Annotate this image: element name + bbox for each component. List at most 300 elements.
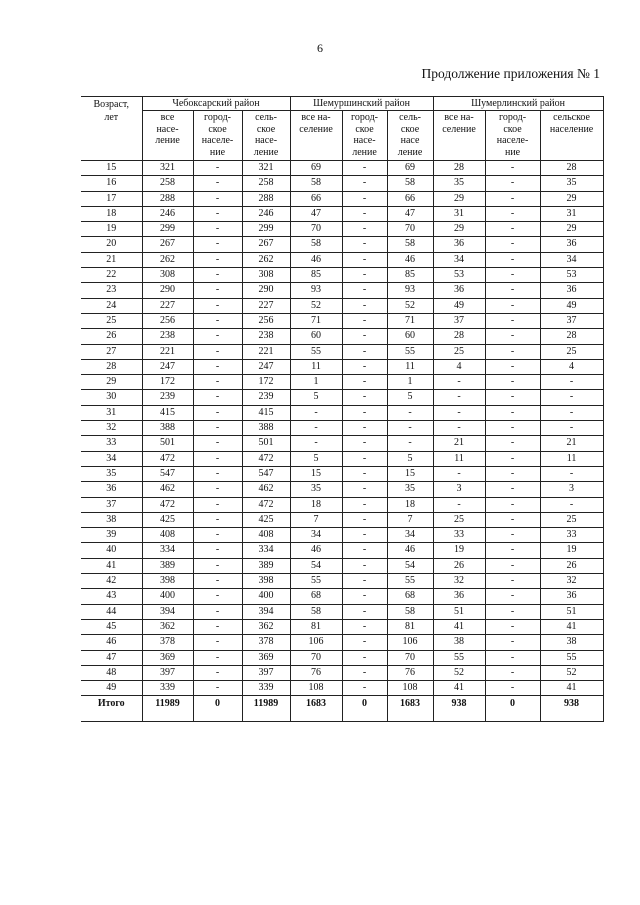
value-cell: 378 bbox=[242, 635, 290, 650]
value-cell: - bbox=[193, 421, 242, 436]
value-cell: 227 bbox=[142, 298, 193, 313]
table-row bbox=[81, 329, 603, 344]
age-cell: 29 bbox=[81, 375, 142, 390]
table-row bbox=[81, 237, 603, 252]
value-cell: - bbox=[485, 497, 540, 512]
value-cell: 239 bbox=[142, 390, 193, 405]
value-cell: 60 bbox=[387, 329, 433, 344]
age-cell: 18 bbox=[81, 206, 142, 221]
value-cell: 29 bbox=[540, 191, 603, 206]
value-cell: - bbox=[342, 237, 387, 252]
value-cell: 1 bbox=[290, 375, 342, 390]
value-cell: - bbox=[290, 436, 342, 451]
table-row bbox=[81, 482, 603, 497]
value-cell: 369 bbox=[142, 650, 193, 665]
value-cell: 36 bbox=[540, 283, 603, 298]
value-cell: 339 bbox=[242, 681, 290, 696]
value-cell: - bbox=[485, 313, 540, 328]
total-value: 11989 bbox=[242, 696, 290, 722]
value-cell: 397 bbox=[142, 665, 193, 680]
value-cell: - bbox=[485, 344, 540, 359]
value-cell: - bbox=[433, 405, 485, 420]
value-cell: - bbox=[387, 436, 433, 451]
value-cell: 408 bbox=[242, 528, 290, 543]
subheader-cell: город- ское населе- ние bbox=[193, 111, 242, 161]
value-cell: 55 bbox=[290, 344, 342, 359]
value-cell: - bbox=[342, 528, 387, 543]
age-cell: 38 bbox=[81, 512, 142, 527]
value-cell: 11 bbox=[433, 451, 485, 466]
value-cell: 66 bbox=[387, 191, 433, 206]
value-cell: - bbox=[342, 222, 387, 237]
value-cell: - bbox=[193, 206, 242, 221]
value-cell: 415 bbox=[242, 405, 290, 420]
value-cell: 47 bbox=[290, 206, 342, 221]
value-cell: - bbox=[485, 222, 540, 237]
value-cell: - bbox=[342, 375, 387, 390]
value-cell: - bbox=[342, 466, 387, 481]
district-header-shumerlya: Шумерлинский район bbox=[433, 97, 603, 111]
value-cell: - bbox=[193, 268, 242, 283]
age-cell: 37 bbox=[81, 497, 142, 512]
value-cell: 51 bbox=[433, 604, 485, 619]
value-cell: 19 bbox=[540, 543, 603, 558]
value-cell: 425 bbox=[242, 512, 290, 527]
value-cell: - bbox=[193, 344, 242, 359]
value-cell: 221 bbox=[242, 344, 290, 359]
table-row bbox=[81, 589, 603, 604]
value-cell: - bbox=[433, 466, 485, 481]
value-cell: 70 bbox=[290, 222, 342, 237]
value-cell: 239 bbox=[242, 390, 290, 405]
total-value: 938 bbox=[540, 696, 603, 722]
value-cell: - bbox=[485, 161, 540, 176]
value-cell: 38 bbox=[433, 635, 485, 650]
value-cell: - bbox=[342, 252, 387, 267]
value-cell: 172 bbox=[242, 375, 290, 390]
value-cell: 408 bbox=[142, 528, 193, 543]
value-cell: - bbox=[342, 206, 387, 221]
value-cell: - bbox=[485, 329, 540, 344]
value-cell: - bbox=[193, 635, 242, 650]
value-cell: 11 bbox=[387, 359, 433, 374]
value-cell: - bbox=[485, 574, 540, 589]
age-cell: 34 bbox=[81, 451, 142, 466]
value-cell: 36 bbox=[433, 283, 485, 298]
value-cell: 288 bbox=[142, 191, 193, 206]
value-cell: - bbox=[193, 482, 242, 497]
value-cell: 28 bbox=[540, 161, 603, 176]
value-cell: - bbox=[485, 390, 540, 405]
age-cell: 44 bbox=[81, 604, 142, 619]
value-cell: - bbox=[485, 237, 540, 252]
value-cell: - bbox=[485, 405, 540, 420]
value-cell: 5 bbox=[290, 451, 342, 466]
value-cell: 71 bbox=[290, 313, 342, 328]
value-cell: 41 bbox=[433, 681, 485, 696]
value-cell: 93 bbox=[290, 283, 342, 298]
value-cell: - bbox=[485, 619, 540, 634]
value-cell: 425 bbox=[142, 512, 193, 527]
table-row bbox=[81, 543, 603, 558]
value-cell: 21 bbox=[540, 436, 603, 451]
value-cell: 66 bbox=[290, 191, 342, 206]
value-cell: 52 bbox=[540, 665, 603, 680]
age-cell: 41 bbox=[81, 558, 142, 573]
age-cell: 31 bbox=[81, 405, 142, 420]
table-row bbox=[81, 619, 603, 634]
value-cell: - bbox=[342, 650, 387, 665]
value-cell: - bbox=[342, 176, 387, 191]
value-cell: 400 bbox=[142, 589, 193, 604]
age-cell: 43 bbox=[81, 589, 142, 604]
value-cell: - bbox=[193, 512, 242, 527]
value-cell: - bbox=[433, 497, 485, 512]
age-cell: 35 bbox=[81, 466, 142, 481]
value-cell: 398 bbox=[242, 574, 290, 589]
value-cell: - bbox=[193, 528, 242, 543]
table-row bbox=[81, 635, 603, 650]
age-cell: 39 bbox=[81, 528, 142, 543]
table-row bbox=[81, 421, 603, 436]
value-cell: - bbox=[342, 451, 387, 466]
value-cell: 362 bbox=[242, 619, 290, 634]
value-cell: 53 bbox=[433, 268, 485, 283]
value-cell: 36 bbox=[540, 589, 603, 604]
value-cell: - bbox=[485, 604, 540, 619]
age-cell: 46 bbox=[81, 635, 142, 650]
table-row bbox=[81, 497, 603, 512]
value-cell: 108 bbox=[387, 681, 433, 696]
value-cell: 81 bbox=[387, 619, 433, 634]
value-cell: 308 bbox=[242, 268, 290, 283]
value-cell: 472 bbox=[142, 497, 193, 512]
value-cell: 68 bbox=[290, 589, 342, 604]
value-cell: 52 bbox=[433, 665, 485, 680]
value-cell: 7 bbox=[290, 512, 342, 527]
value-cell: 172 bbox=[142, 375, 193, 390]
value-cell: - bbox=[485, 421, 540, 436]
age-cell: 17 bbox=[81, 191, 142, 206]
value-cell: - bbox=[342, 344, 387, 359]
table-row bbox=[81, 390, 603, 405]
table-row bbox=[81, 191, 603, 206]
value-cell: 55 bbox=[387, 344, 433, 359]
age-cell: 28 bbox=[81, 359, 142, 374]
value-cell: 11 bbox=[540, 451, 603, 466]
value-cell: 46 bbox=[387, 252, 433, 267]
value-cell: 41 bbox=[433, 619, 485, 634]
value-cell: - bbox=[540, 405, 603, 420]
value-cell: 37 bbox=[433, 313, 485, 328]
subheader-cell: все насе- ление bbox=[142, 111, 193, 161]
value-cell: 247 bbox=[142, 359, 193, 374]
value-cell: 55 bbox=[290, 574, 342, 589]
value-cell: - bbox=[485, 252, 540, 267]
age-cell: 15 bbox=[81, 161, 142, 176]
age-cell: 25 bbox=[81, 313, 142, 328]
value-cell: 46 bbox=[290, 252, 342, 267]
value-cell: - bbox=[193, 390, 242, 405]
value-cell: 69 bbox=[290, 161, 342, 176]
table-row bbox=[81, 313, 603, 328]
value-cell: - bbox=[342, 512, 387, 527]
value-cell: 4 bbox=[433, 359, 485, 374]
total-value: 11989 bbox=[142, 696, 193, 722]
value-cell: 321 bbox=[242, 161, 290, 176]
value-cell: 29 bbox=[433, 222, 485, 237]
value-cell: 247 bbox=[242, 359, 290, 374]
value-cell: - bbox=[433, 421, 485, 436]
value-cell: 36 bbox=[433, 237, 485, 252]
value-cell: - bbox=[342, 619, 387, 634]
value-cell: 288 bbox=[242, 191, 290, 206]
value-cell: 81 bbox=[290, 619, 342, 634]
value-cell: 388 bbox=[242, 421, 290, 436]
value-cell: 389 bbox=[142, 558, 193, 573]
value-cell: - bbox=[342, 543, 387, 558]
value-cell: 54 bbox=[387, 558, 433, 573]
total-row bbox=[81, 696, 603, 722]
value-cell: 3 bbox=[540, 482, 603, 497]
value-cell: 267 bbox=[242, 237, 290, 252]
value-cell: 378 bbox=[142, 635, 193, 650]
value-cell: 246 bbox=[142, 206, 193, 221]
value-cell: - bbox=[342, 298, 387, 313]
value-cell: 34 bbox=[540, 252, 603, 267]
age-cell: 45 bbox=[81, 619, 142, 634]
value-cell: - bbox=[485, 543, 540, 558]
value-cell: 5 bbox=[387, 451, 433, 466]
table-row bbox=[81, 528, 603, 543]
age-cell: 32 bbox=[81, 421, 142, 436]
value-cell: 308 bbox=[142, 268, 193, 283]
value-cell: 397 bbox=[242, 665, 290, 680]
value-cell: - bbox=[342, 268, 387, 283]
value-cell: 38 bbox=[540, 635, 603, 650]
value-cell: 7 bbox=[387, 512, 433, 527]
value-cell: - bbox=[342, 421, 387, 436]
value-cell: - bbox=[193, 589, 242, 604]
table-row bbox=[81, 466, 603, 481]
value-cell: - bbox=[342, 604, 387, 619]
value-cell: 46 bbox=[290, 543, 342, 558]
value-cell: 53 bbox=[540, 268, 603, 283]
table-row bbox=[81, 206, 603, 221]
value-cell: 47 bbox=[387, 206, 433, 221]
value-cell: 262 bbox=[242, 252, 290, 267]
value-cell: 35 bbox=[290, 482, 342, 497]
value-cell: 462 bbox=[142, 482, 193, 497]
table-row bbox=[81, 604, 603, 619]
value-cell: - bbox=[193, 466, 242, 481]
table-row bbox=[81, 268, 603, 283]
value-cell: - bbox=[342, 436, 387, 451]
table-row bbox=[81, 574, 603, 589]
age-cell: 27 bbox=[81, 344, 142, 359]
population-age-table bbox=[81, 96, 604, 722]
value-cell: 54 bbox=[290, 558, 342, 573]
value-cell: - bbox=[342, 329, 387, 344]
value-cell: 46 bbox=[387, 543, 433, 558]
value-cell: 71 bbox=[387, 313, 433, 328]
value-cell: - bbox=[485, 650, 540, 665]
value-cell: - bbox=[485, 206, 540, 221]
value-cell: 35 bbox=[540, 176, 603, 191]
subheader-cell: сельское население bbox=[540, 111, 603, 161]
value-cell: - bbox=[342, 681, 387, 696]
value-cell: 21 bbox=[433, 436, 485, 451]
value-cell: 29 bbox=[433, 191, 485, 206]
value-cell: 267 bbox=[142, 237, 193, 252]
value-cell: 362 bbox=[142, 619, 193, 634]
value-cell: - bbox=[193, 650, 242, 665]
value-cell: 462 bbox=[242, 482, 290, 497]
value-cell: 262 bbox=[142, 252, 193, 267]
value-cell: 18 bbox=[387, 497, 433, 512]
value-cell: 68 bbox=[387, 589, 433, 604]
age-cell: 19 bbox=[81, 222, 142, 237]
value-cell: - bbox=[342, 390, 387, 405]
table-row bbox=[81, 558, 603, 573]
value-cell: 299 bbox=[242, 222, 290, 237]
value-cell: - bbox=[485, 436, 540, 451]
value-cell: 258 bbox=[242, 176, 290, 191]
value-cell: 55 bbox=[433, 650, 485, 665]
appendix-continuation-title: Продолжение приложения № 1 bbox=[421, 66, 600, 81]
value-cell: 19 bbox=[433, 543, 485, 558]
value-cell: 246 bbox=[242, 206, 290, 221]
age-cell: 47 bbox=[81, 650, 142, 665]
value-cell: 93 bbox=[387, 283, 433, 298]
value-cell: 238 bbox=[142, 329, 193, 344]
value-cell: 34 bbox=[290, 528, 342, 543]
value-cell: - bbox=[485, 298, 540, 313]
value-cell: - bbox=[342, 589, 387, 604]
value-cell: 32 bbox=[540, 574, 603, 589]
value-cell: - bbox=[540, 466, 603, 481]
value-cell: 41 bbox=[540, 619, 603, 634]
value-cell: 28 bbox=[433, 161, 485, 176]
value-cell: - bbox=[540, 421, 603, 436]
value-cell: 58 bbox=[290, 604, 342, 619]
value-cell: 106 bbox=[387, 635, 433, 650]
value-cell: 25 bbox=[540, 512, 603, 527]
value-cell: 15 bbox=[387, 466, 433, 481]
value-cell: - bbox=[485, 176, 540, 191]
value-cell: 55 bbox=[540, 650, 603, 665]
value-cell: 415 bbox=[142, 405, 193, 420]
value-cell: 227 bbox=[242, 298, 290, 313]
total-value: 0 bbox=[342, 696, 387, 722]
value-cell: 339 bbox=[142, 681, 193, 696]
page-number: 6 bbox=[317, 41, 323, 55]
value-cell: - bbox=[193, 329, 242, 344]
value-cell: - bbox=[485, 268, 540, 283]
table-row bbox=[81, 359, 603, 374]
age-cell: 33 bbox=[81, 436, 142, 451]
age-cell: 23 bbox=[81, 283, 142, 298]
value-cell: 5 bbox=[290, 390, 342, 405]
value-cell: 37 bbox=[540, 313, 603, 328]
table-row bbox=[81, 436, 603, 451]
subheader-cell: город- ское насе- ление bbox=[342, 111, 387, 161]
value-cell: 398 bbox=[142, 574, 193, 589]
value-cell: - bbox=[485, 359, 540, 374]
value-cell: 85 bbox=[290, 268, 342, 283]
value-cell: - bbox=[193, 558, 242, 573]
table-row bbox=[81, 665, 603, 680]
value-cell: - bbox=[342, 359, 387, 374]
district-header-shemursha: Шемуршинский район bbox=[290, 97, 433, 111]
value-cell: 25 bbox=[433, 512, 485, 527]
subheader-cell: все на- селение bbox=[290, 111, 342, 161]
value-cell: - bbox=[540, 497, 603, 512]
value-cell: - bbox=[290, 405, 342, 420]
value-cell: - bbox=[342, 558, 387, 573]
value-cell: 52 bbox=[290, 298, 342, 313]
subheader-cell: все на- селение bbox=[433, 111, 485, 161]
value-cell: 58 bbox=[387, 176, 433, 191]
age-column-header: Возраст, лет bbox=[81, 97, 142, 161]
value-cell: 321 bbox=[142, 161, 193, 176]
value-cell: 547 bbox=[242, 466, 290, 481]
value-cell: - bbox=[193, 497, 242, 512]
age-cell: 21 bbox=[81, 252, 142, 267]
value-cell: - bbox=[193, 436, 242, 451]
value-cell: 28 bbox=[433, 329, 485, 344]
table-row bbox=[81, 344, 603, 359]
value-cell: 49 bbox=[433, 298, 485, 313]
value-cell: 49 bbox=[540, 298, 603, 313]
value-cell: 221 bbox=[142, 344, 193, 359]
value-cell: 52 bbox=[387, 298, 433, 313]
value-cell: 3 bbox=[433, 482, 485, 497]
value-cell: - bbox=[342, 405, 387, 420]
value-cell: - bbox=[485, 283, 540, 298]
value-cell: 400 bbox=[242, 589, 290, 604]
value-cell: - bbox=[433, 375, 485, 390]
value-cell: 76 bbox=[387, 665, 433, 680]
value-cell: 299 bbox=[142, 222, 193, 237]
value-cell: - bbox=[485, 681, 540, 696]
table-row bbox=[81, 222, 603, 237]
value-cell: - bbox=[193, 161, 242, 176]
value-cell: - bbox=[342, 191, 387, 206]
value-cell: - bbox=[193, 665, 242, 680]
value-cell: - bbox=[193, 237, 242, 252]
age-cell: 36 bbox=[81, 482, 142, 497]
total-value: 1683 bbox=[387, 696, 433, 722]
value-cell: - bbox=[485, 635, 540, 650]
value-cell: 60 bbox=[290, 329, 342, 344]
table-row bbox=[81, 176, 603, 191]
value-cell: 29 bbox=[540, 222, 603, 237]
value-cell: 11 bbox=[290, 359, 342, 374]
table-row bbox=[81, 405, 603, 420]
value-cell: 70 bbox=[290, 650, 342, 665]
value-cell: - bbox=[540, 390, 603, 405]
age-cell: 22 bbox=[81, 268, 142, 283]
total-label: Итого bbox=[81, 696, 142, 722]
table-row bbox=[81, 298, 603, 313]
age-cell: 24 bbox=[81, 298, 142, 313]
value-cell: - bbox=[193, 604, 242, 619]
value-cell: 369 bbox=[242, 650, 290, 665]
value-cell: - bbox=[290, 421, 342, 436]
value-cell: - bbox=[540, 375, 603, 390]
value-cell: 33 bbox=[433, 528, 485, 543]
